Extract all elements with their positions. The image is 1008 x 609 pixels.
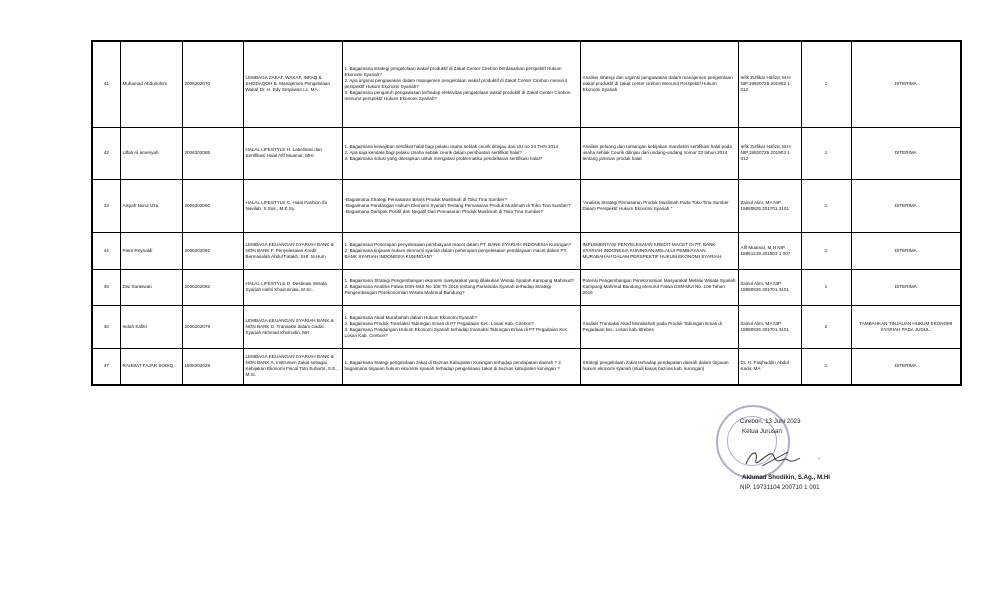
proposed-title: Analisis Transaksi Akad Murabahah pada Produk Tabungan Emas di Pegadaian kec. Losari kab. Brebes: [580, 305, 738, 348]
submission-count: 1: [801, 348, 851, 385]
topic-cell: LEMBAGA KEUANGAN SYARIAH BANK & NON BANK F. Penyelesaian Kredit Bermasalah Abdul Fatakh, SHI. M.Hum: [243, 232, 342, 269]
research-questions: 1. Bagaimana Strategi Pengembangan ekonomi masyarakat yang dilakukan Wisata Syariah Kampung Mahmud? 2. Bagaimana Analisis Fatwa DSN-MUI No 108 Th 2016 tentang Pariwisata Syariah terhadap Strategi Pengembangan Perekonomian Wisata Mahmud Bandung?: [342, 269, 580, 305]
row-number: 44: [92, 232, 120, 269]
submission-count: 1: [801, 41, 851, 127]
student-nim: 2006202065: [182, 127, 243, 179]
table-body: [92, 41, 961, 385]
row-number: 42: [92, 127, 120, 179]
topic-cell: LEMBAGA KEUANGAN SYARIAH BANK & NON BANK D. Transaksi dalam Gadai Syariah Akhmad Kholrudin, MH: [243, 305, 342, 348]
proposed-title: Potensi Pengembangan Perekonomian Masyarakat Melalui Wisata Syariah Kampung Mahmud Bandung Menurut Fatwa DSN-MUI No. 108 Tahun 2016: [580, 269, 738, 305]
signature-place-date: Cirebon, 13 Juni 2023: [740, 418, 801, 425]
table-row: [92, 348, 961, 385]
proposed-title: Analisis strategi dan urgensi pengawasan dalam manajemen pengelolaan wakaf produktif di zakat center cirebon Menurut Perspektif Hukum Ekonomi Syariah: [580, 41, 738, 127]
table-row: [92, 127, 961, 179]
handwritten-signature-icon: [742, 446, 804, 470]
submission-count: 1: [801, 179, 851, 232]
student-nim: 1808202029: [182, 348, 243, 385]
status-cell: DITERIMA: [851, 41, 961, 127]
advisor-cell: Dr. H. Fasjhuddin Abdul Kadir, MA: [738, 348, 801, 385]
advisor-cell: Iefik Zulfikar Hafizd, M.H NIP.19920725 201903 1 012: [738, 41, 801, 127]
status-cell: TAMBAHKAN TINJAUAN HUKUM EKONOMI SYARIAH PADA JUDUL.: [851, 305, 961, 348]
status-cell: DITERIMA: [851, 179, 961, 232]
student-name: Muhamad Abdulrohim: [120, 41, 182, 127]
research-questions: 1. Bagaimana Penerapan penyelesaian pembiayaan macet dalam PT. BANK SYARIAH INDONESIA Kuningan? 2. Bagaimana tinjauan hukum ekonomi syariah dalam penerapan penyelesaian pembiayaan macet dalam PT. BANK SYARIAH INDONESIA KUNINGAN?: [342, 232, 580, 269]
status-cell: DITERIMA: [851, 127, 961, 179]
research-questions: 1. Bagaimana strategi pengelolaan wakaf produktif di Zakat Center Cirebon berdasarkan perspektif Hukum Ekonomi Syariah? 2. Apa urgensi pengawasan dalam manajemen pengelolaan wakaf produktif di Zakat Center Cirebon menurut perspektif Hukum Ekonomi Syariah? 3. Bagaimana pengaruh pengawasan terhadap efektivitas pengelolaan wakaf produktif di Zakat Center Cirebon menurut perspektif Hukum Ekonomi Syariah?: [342, 41, 580, 127]
signature-role: Ketua Jurusan: [742, 428, 782, 435]
advisor-cell: Zainul Alim, MA NIP. 19880825 201701 3101: [738, 269, 801, 305]
topic-cell: LEMBAGA ZAKAT, WAKAF, INFAQ & SHODAQOH B. Manajemen Pengelolaan Wakaf Dr. H. Edy Setyawan Lc, MA: [243, 41, 342, 127]
student-nim: 2006202060: [182, 179, 243, 232]
student-name: Indah Safitri: [120, 305, 182, 348]
proposed-title: Strategi pengelolaan zakat terhadap pendapatan daerah dalam tinjauan hukum ekonomi syariah (studi kasus baznas kab. kuningan): [580, 348, 738, 385]
research-questions: -Bagaimana Strategi Pemasaran Bisnis Produk Muslimah di Toko Tina Sumber? -Bagaimana Pandangan Hukum Ekonomi Syariah Tentang Pemasaran Produk Muslimah di Toko Tina Sumber? -Bagaimana Dampak Positif dan Negatif Dari Pemasaran Produk Muslimah di Toko Tina Sumber?: [342, 179, 580, 232]
submission-count: 1: [801, 269, 851, 305]
advisor-cell: Zainul Alim, MA NIP. 19880825 201701 3101: [738, 305, 801, 348]
signature-nip: NIP. 19731104 200710 1 001: [740, 484, 820, 491]
student-nim: 2006202070: [182, 41, 243, 127]
proposed-title: IMPLEMENTASI PENYELESAIAN KREDIT MACET DI PT. BANK SYARIAH INDONESIA KUNINGAN MELALUI PEMBIAYAAN MURABAHAH DALAM PERSPEKTIF HUKUM EKONOMI SYARIAH.: [580, 232, 738, 269]
topic-cell: LEMBAGA KEUANGAN SYARIAH BANK & NON BANK A. Instrumen Zakat sebagai Kebijakan Ekonomi Fiscal Toto Suharto, S.E., M.Si.: [243, 348, 342, 385]
research-questions: 1. Bagaimana Akad Murabahah dalam Hukum Ekonomi Syariah? 2. Bagaimana Produk Transaksi Tabungan Emas di PT Pegadaian Kec. Losari Kab. Cirebon? 3. Bagaimana Pandangan Hukum Ekonomi Syariah terhadap transaksi Tabungan Emas di PT Pegadaian Kec. Losari Kab. Cirebon?: [342, 305, 580, 348]
table-row: [92, 232, 961, 269]
topic-cell: HALAL LIFESTYLE H. Labelisasi dan Sertifikasi Halal Afif Muamar, MHI: [243, 127, 342, 179]
row-number: 43: [92, 179, 120, 232]
status-cell: DITERIMA: [851, 348, 961, 385]
student-name: Piere Reynaldi: [120, 232, 182, 269]
row-number: 47: [92, 348, 120, 385]
topic-cell: HALAL LIFESTYLE D. Destinasi Wisata Syariah Hafni Khairunnisa, M.Sc.: [243, 269, 342, 305]
submission-count: 1: [801, 127, 851, 179]
submission-count: 2: [801, 305, 851, 348]
thesis-proposal-table: [91, 40, 962, 386]
student-name: Dwi Saraswati: [120, 269, 182, 305]
table-row: [92, 41, 961, 127]
research-questions: 1. Bagaimana kewajiban sertifikat halal bagi pelaku usaha seblak ceurik ditinjau dari UU no 33 THN 2014 2. Apa saja kendala bagi pelaku Usaha seblak ceurik dalam pembuatan sertifikat halal? 3. Bagaimana solusi yang diterapkan untuk mengatasi problematika pendaftaran sertifikasi halal?: [342, 127, 580, 179]
advisor-cell: Afif Muamar, M.H NIP. 19851219 201503 1 007: [738, 232, 801, 269]
table-row: [92, 305, 961, 348]
topic-cell: HALAL LIFESTYLE C. Halal Fashion Ifa Navilah, S.Sos., M.E.Sy.: [243, 179, 342, 232]
status-cell: DITERIMA: [851, 232, 961, 269]
proposed-title: Analisis peluang dan tantangan kebijakan mandatori sertifikasi halal pada usaha seblak Ceurik ditinjau dari undang-undang nomor 33 tahun 2014 tentang jaminan produk halal: [580, 127, 738, 179]
proposed-title: "Analisis Strategi Pemasaran Produk Muslimah Pada Toko Tina Sumber Dalam Perspektif Hukum Ekonomi Syariah.": [580, 179, 738, 232]
signature-dash: -: [818, 455, 821, 462]
student-name: Ulfah Al ameriyah: [120, 127, 182, 179]
student-nim: 2006202082: [182, 269, 243, 305]
table-row: [92, 179, 961, 232]
advisor-cell: Iefik Zulfikar Hafizd, M.H NIP.19920725 201903 1 012: [738, 127, 801, 179]
table-row: [92, 269, 961, 305]
submission-count: 1: [801, 232, 851, 269]
student-nim: 2006202079: [182, 305, 243, 348]
row-number: 45: [92, 269, 120, 305]
advisor-cell: Zainul Alim, MA NIP. 19880825 201701 3101: [738, 179, 801, 232]
research-questions: 1. Bagaimana Stategi pengelolaan zakat di Baznas Kabupaten Kuningan terhadap pendapatan daerah ? 2. bagaimana tinjauan hukum ekonomi syariah terhadap pengelolaan zakat di baznas kabupaten kuningan ?: [342, 348, 580, 385]
student-name: Alsyah Nurul Izza: [120, 179, 182, 232]
student-nim: 2006202092: [182, 232, 243, 269]
row-number: 46: [92, 305, 120, 348]
signature-name: Akhmad Shodikin, S.Ag., M.HI: [742, 474, 831, 481]
row-number: 41: [92, 41, 120, 127]
status-cell: DITERIMA: [851, 269, 961, 305]
student-name: RAHMAT FAJAR SODIQ: [120, 348, 182, 385]
